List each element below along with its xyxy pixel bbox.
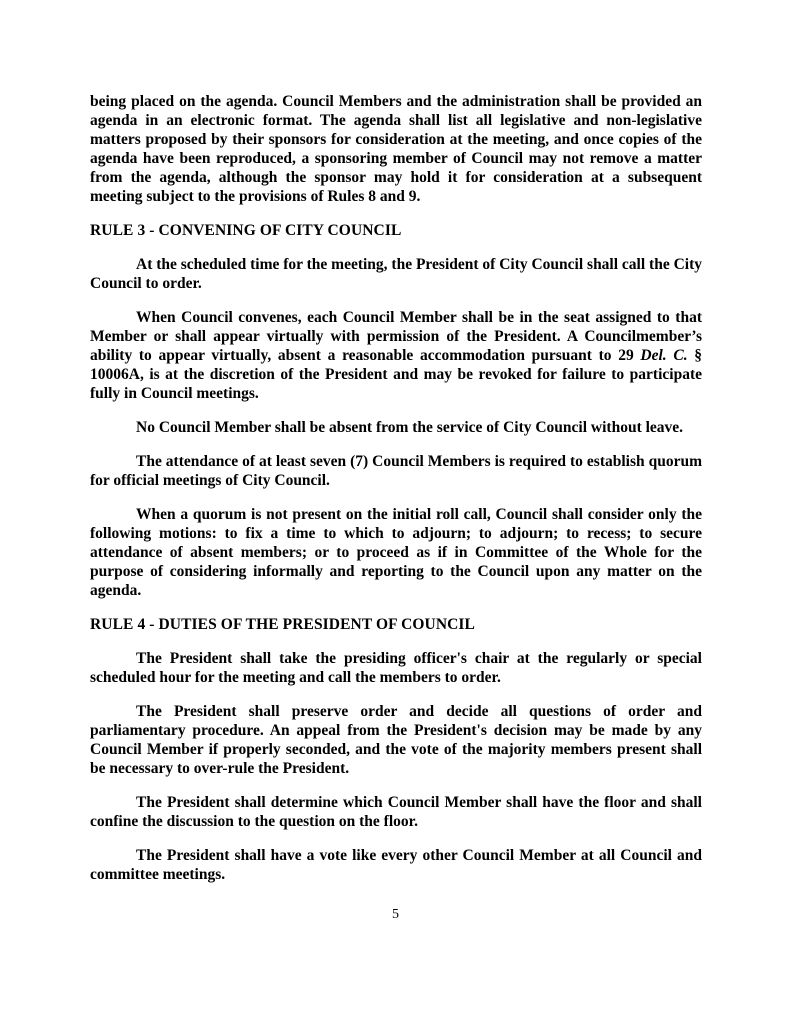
text-run: When a quorum is not present on the initial roll call, Council shall consider only the following motions: to fix a time to which to adjourn; to adjourn; to recess; to secure attendance of absent members; or to proceed as if in Committee of the Whole for the purpose of considering informally and reporting to the Council upon any matter on the agenda.: [90, 506, 702, 599]
text-run: No Council Member shall be absent from the service of City Council without leave.: [136, 419, 684, 436]
text-run: At the scheduled time for the meeting, the President of City Council shall call the City Council to order.: [90, 256, 702, 292]
text-run: § 10006A, is at the discretion of the President and may be revoked for failure to participate fully in Council meetings.: [90, 347, 703, 402]
body-paragraph: [90, 505, 702, 600]
document-content: [90, 92, 702, 899]
italic-text-run: Del. C.: [640, 347, 688, 364]
body-paragraph: [90, 308, 702, 403]
body-paragraph: [90, 418, 702, 437]
body-paragraph: [90, 793, 702, 831]
text-run: being placed on the agenda. Council Members and the administration shall be provided an agenda in an electronic format. The agenda shall list all legislative and non-legislative matters proposed by their sponsors for consideration at the meeting, and once copies of the agenda have been reproduced, a sponsoring member of Council may not remove a matter from the agenda, although the sponsor may hold it for consideration at a subsequent meeting subject to the provisions of Rules 8 and 9.: [90, 93, 702, 205]
page-number: 5: [392, 907, 399, 922]
body-paragraph: [90, 92, 702, 206]
text-run: When Council convenes, each Council Member shall be in the seat assigned to that Member or shall appear virtually with permission of the President. A Councilmember’s ability to appear virtually, absent a reasonable accommodation pursuant to 29: [90, 309, 702, 364]
body-paragraph: [90, 846, 702, 884]
text-run: RULE 4 - DUTIES OF THE PRESIDENT OF COUNCIL: [90, 616, 475, 633]
text-run: The President shall have a vote like every other Council Member at all Council and committee meetings.: [90, 847, 702, 883]
body-paragraph: [90, 649, 702, 687]
body-paragraph: [90, 452, 702, 490]
rule-heading: [90, 615, 702, 634]
text-run: RULE 3 - CONVENING OF CITY COUNCIL: [90, 222, 402, 239]
body-paragraph: [90, 702, 702, 778]
text-run: The President shall preserve order and decide all questions of order and parliamentary procedure. An appeal from the President's decision may be made by any Council Member if properly seconded, and the vote of the majority members present shall be necessary to over-rule the President.: [90, 703, 702, 777]
text-run: The President shall take the presiding officer's chair at the regularly or special scheduled hour for the meeting and call the members to order.: [90, 650, 702, 686]
text-run: The attendance of at least seven (7) Council Members is required to establish quorum for official meetings of City Council.: [90, 453, 702, 489]
body-paragraph: [90, 255, 702, 293]
rule-heading: [90, 221, 702, 240]
text-run: The President shall determine which Council Member shall have the floor and shall confine the discussion to the question on the floor.: [90, 794, 702, 830]
